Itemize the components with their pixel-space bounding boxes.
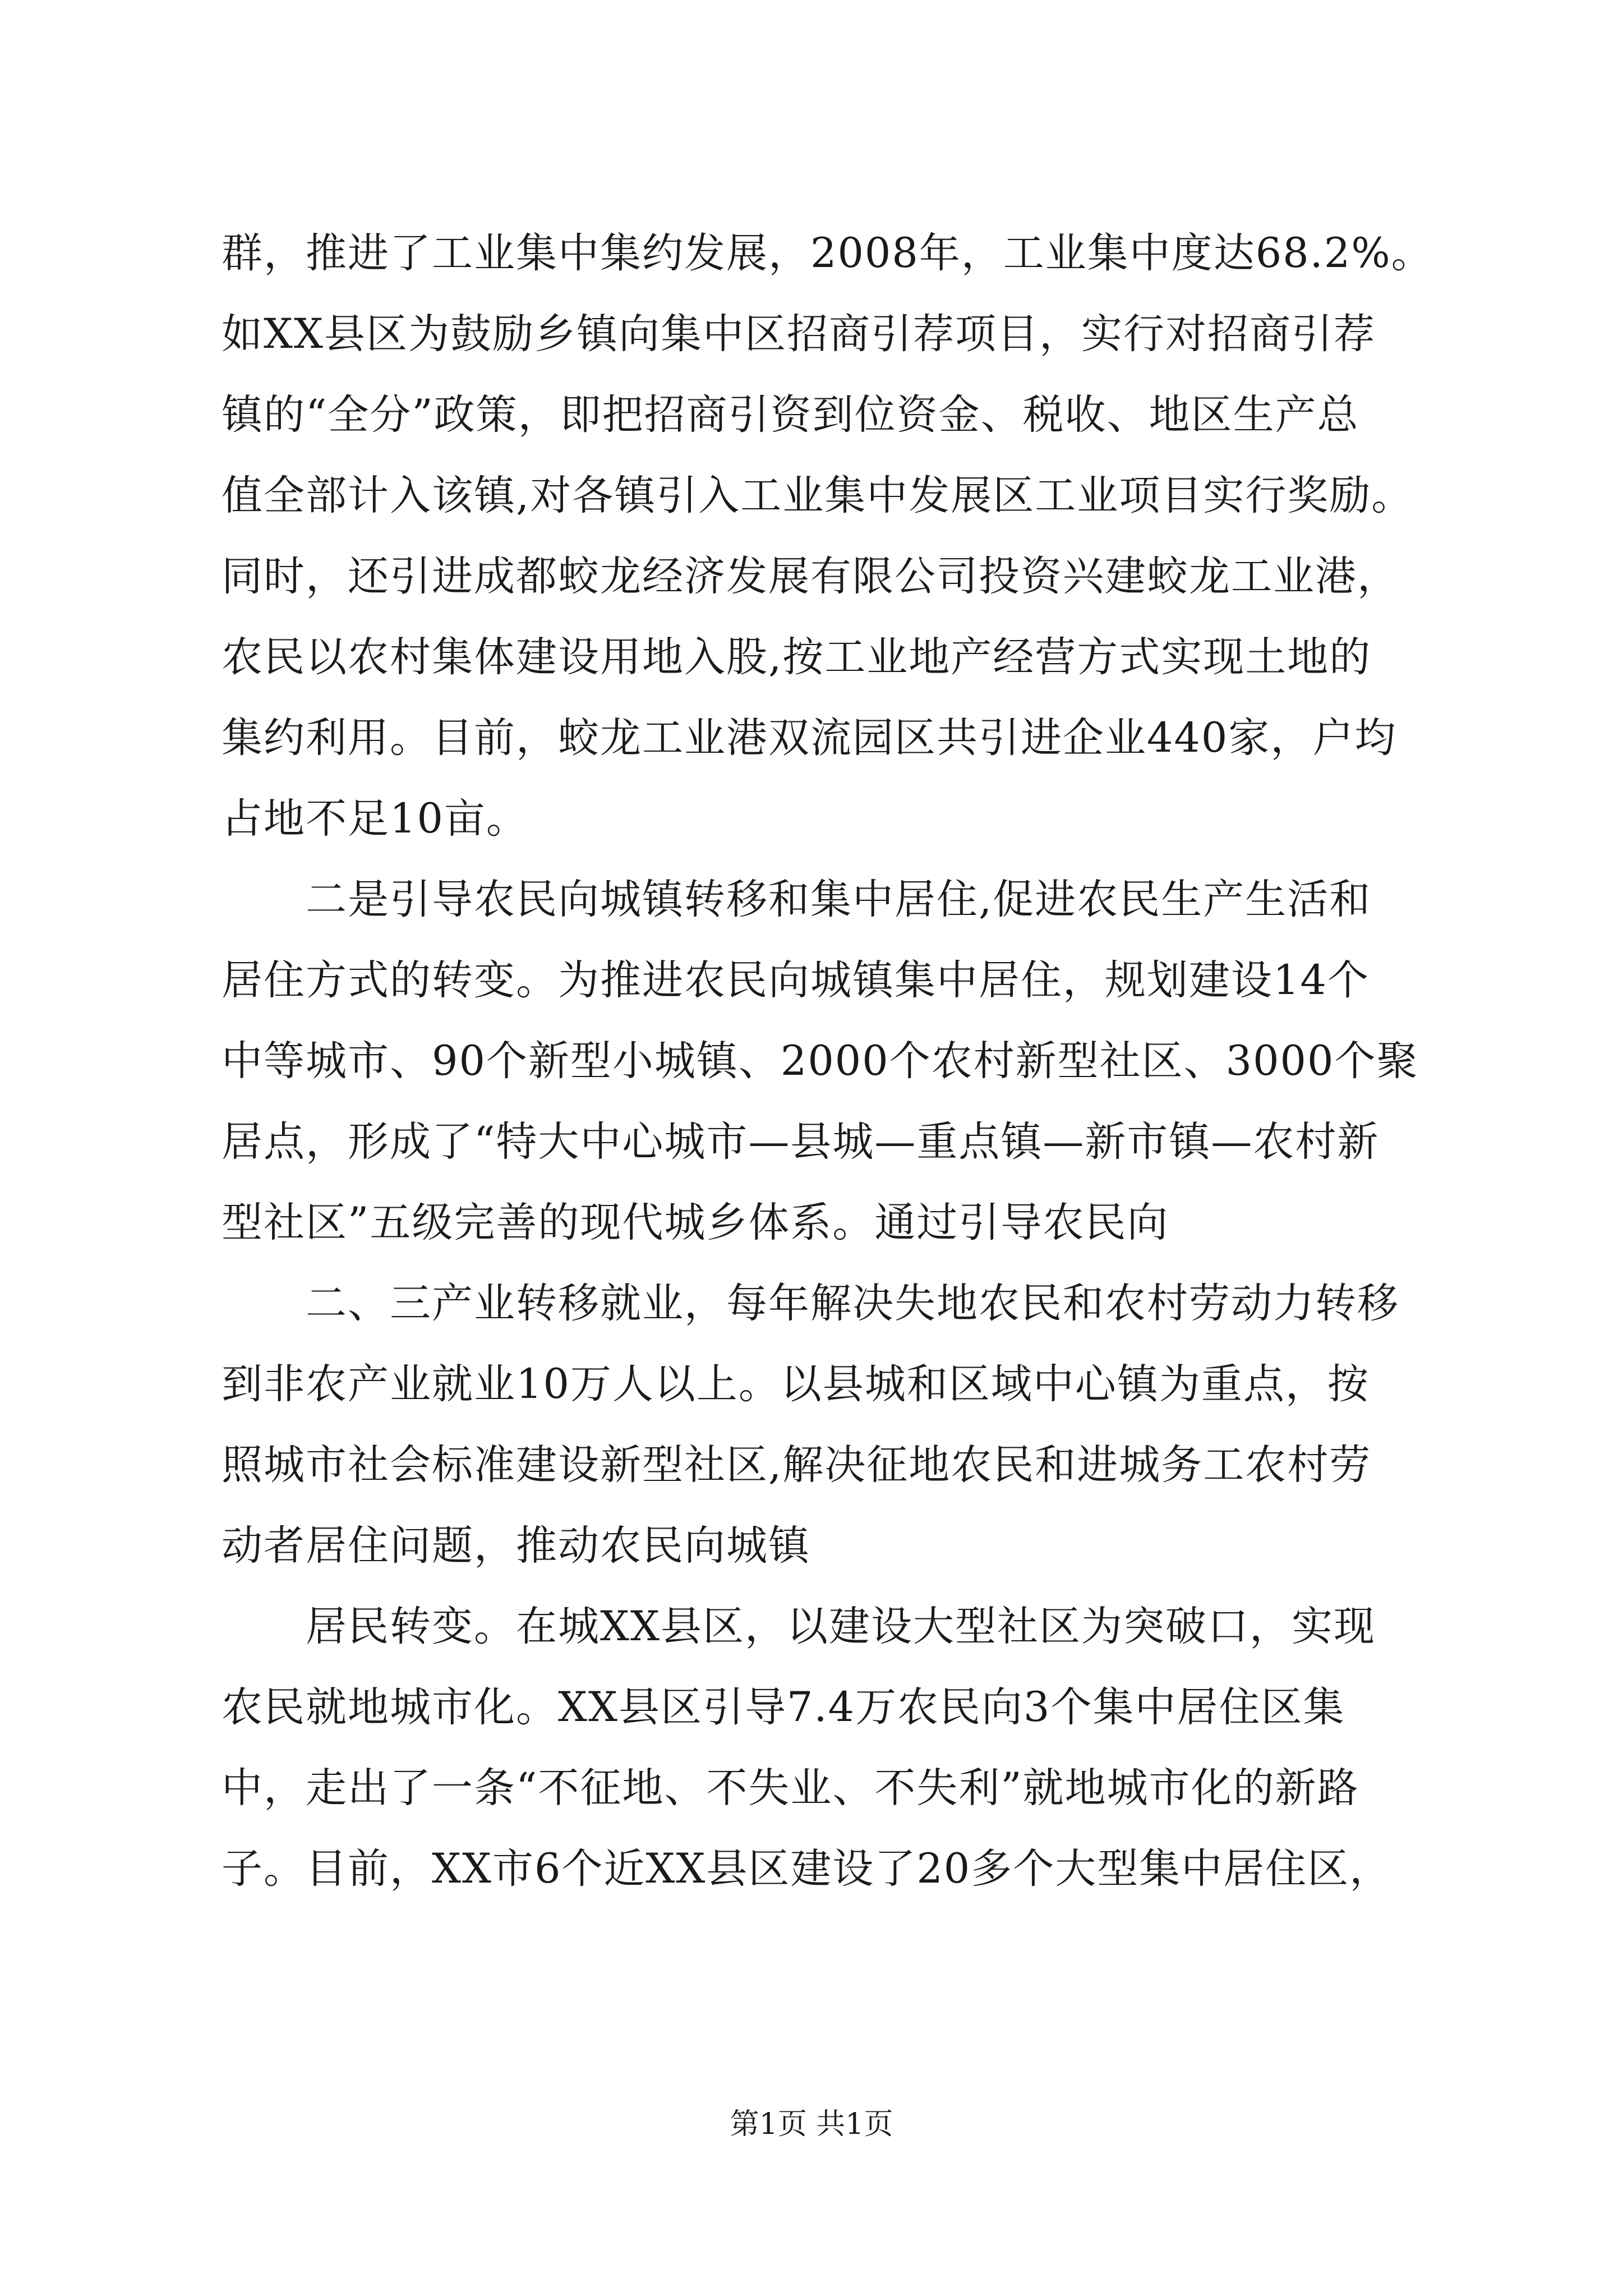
paragraph-first-line: 二、三产业转移就业，每年解决失地农民和农村劳动力转移: [306, 1280, 1399, 1327]
text-line: 占地不足10亩。: [222, 795, 528, 843]
text-line: 农民以农村集体建设用地入股,按工业地产经营方式实现土地的: [222, 633, 1372, 681]
text-line: 动者居住问题，推动农民向城镇: [222, 1522, 810, 1570]
paragraph-first-line: 居民转变。在城XX县区，以建设大型社区为突破口，实现: [306, 1603, 1376, 1650]
text-line: 子。目前，XX市6个近XX县区建设了20多个大型集中居住区，: [222, 1845, 1392, 1893]
text-line: 镇的“全分”政策，即把招商引资到位资金、税收、地区生产总: [222, 391, 1359, 439]
paragraph-first-line: 二是引导农民向城镇转移和集中居住,促进农民生产生活和: [306, 876, 1372, 923]
text-line: 型社区”五级完善的现代城乡体系。通过引导农民向: [222, 1199, 1169, 1246]
text-line: 群，推进了工业集中集约发展，2008年，工业集中度达68.2%。: [222, 229, 1433, 277]
text-line: 居住方式的转变。为推进农民向城镇集中居住，规划建设14个: [222, 956, 1370, 1004]
text-line: 中等城市、90个新型小城镇、2000个农村新型社区、3000个聚: [222, 1037, 1419, 1085]
text-line: 值全部计入该镇,对各镇引入工业集中发展区工业项目实行奖励。: [222, 472, 1414, 519]
text-line: 中，走出了一条“不征地、不失业、不失利”就地城市化的新路: [222, 1764, 1359, 1812]
text-line: 照城市社会标准建设新型社区,解决征地农民和进城务工农村劳: [222, 1441, 1372, 1489]
text-line: 同时，还引进成都蛟龙经济发展有限公司投资兴建蛟龙工业港，: [222, 553, 1399, 600]
text-line: 居点，形成了“特大中心城市—县城—重点镇—新市镇—农村新: [222, 1118, 1380, 1166]
text-line: 到非农产业就业10万人以上。以县城和区域中心镇为重点，按: [222, 1360, 1370, 1408]
text-line: 如XX县区为鼓励乡镇向集中区招商引荐项目，实行对招商引荐: [222, 310, 1376, 358]
document-body: [222, 213, 1433, 1910]
text-line: 集约利用。目前，蛟龙工业港双流园区共引进企业440家，户均: [222, 714, 1397, 762]
page-number-footer: 第1页 共1页: [730, 2108, 893, 2141]
text-line: 农民就地城市化。XX县区引导7.4万农民向3个集中居住区集: [222, 1683, 1345, 1731]
